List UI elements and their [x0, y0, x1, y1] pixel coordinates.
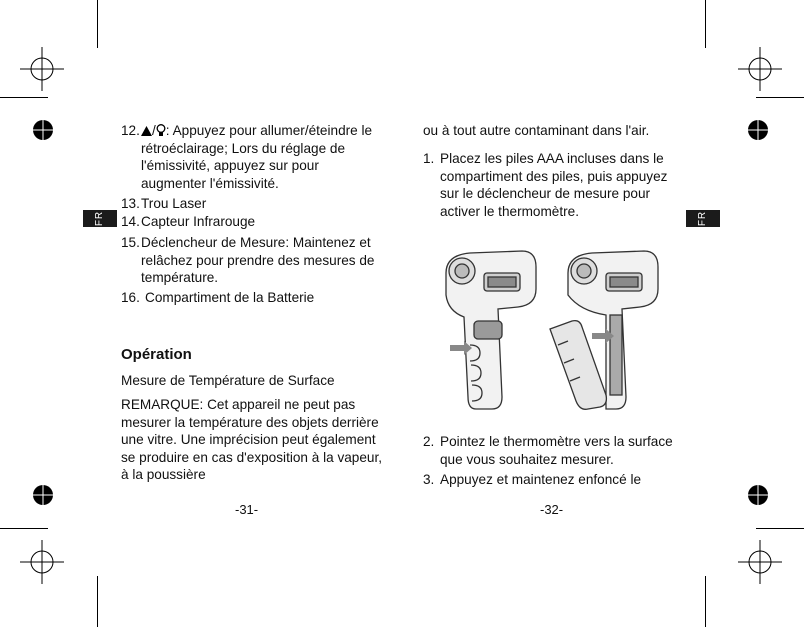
- page-number: -31-: [235, 502, 259, 517]
- step-number: 2.: [423, 434, 435, 449]
- list-item: [423, 433, 685, 468]
- item-text: Capteur Infrarouge: [141, 213, 256, 229]
- crop-mark: [705, 576, 706, 627]
- target-dot-icon: [747, 484, 769, 506]
- list-item: 12. / : Appuyez pour allumer/éteindre le rétroéclairage; Lors du réglage de l'émissivité, appuyez sur pour augmenter l'émissivité.: [121, 123, 373, 191]
- crop-mark: [756, 528, 804, 529]
- registration-mark-icon: [20, 540, 64, 584]
- step-text: Placez les piles AAA incluses dans le compartiment des piles, puis appuyez sur le déclencheur de mesure pour activer le thermomètre.: [440, 151, 668, 219]
- registration-mark-icon: [738, 540, 782, 584]
- list-item: [121, 213, 383, 231]
- target-dot-icon: [32, 484, 54, 506]
- step-list: [423, 150, 685, 220]
- step-number: 3.: [423, 472, 435, 487]
- registration-mark-icon: [20, 47, 64, 91]
- item-text: : Appuyez pour allumer/éteindre le rétroéclairage; Lors du réglage de l'émissivité, appuyez sur pour augmenter l'émissivité.: [141, 123, 373, 191]
- crop-mark: [97, 0, 98, 48]
- item-text: Compartiment de la Batterie: [145, 289, 315, 305]
- item-number: 13.: [121, 196, 140, 211]
- crop-mark: [97, 576, 98, 627]
- list-item: [423, 150, 685, 220]
- subheading: Mesure de Température de Surface: [121, 373, 335, 388]
- step-text: Appuyez et maintenez enfoncé le: [440, 472, 642, 487]
- list-item: [121, 195, 383, 213]
- target-dot-icon: [747, 119, 769, 141]
- step-number: 1.: [423, 151, 435, 166]
- up-triangle-icon: [141, 126, 152, 136]
- crop-mark: [0, 97, 48, 98]
- item-number: 12.: [121, 123, 140, 138]
- continuation-text: ou à tout autre contaminant dans l'air.: [423, 123, 650, 138]
- list-item: [121, 289, 383, 307]
- step-list-continued: [423, 433, 685, 489]
- thermometer-open-battery-icon: [550, 251, 658, 409]
- remark-paragraph: REMARQUE: Cet appareil ne peut pas mesurer la température des objets derrière une vitre. Une imprécision peut également se produire en cas d'exposition à la vapeur, à la poussière: [121, 397, 383, 482]
- language-tab-label: FR: [697, 210, 709, 227]
- thermometer-closed-icon: [446, 251, 536, 409]
- list-item: [121, 234, 383, 287]
- step-text: Pointez le thermomètre vers la surface que vous souhaitez mesurer.: [440, 434, 673, 467]
- section-heading: Opération: [121, 346, 192, 363]
- item-text: Déclencheur de Mesure: Maintenez et relâchez pour prendre des mesures de température.: [141, 235, 375, 285]
- crop-mark: [705, 0, 706, 48]
- crop-mark: [0, 528, 48, 529]
- crop-mark: [756, 97, 804, 98]
- item-number: 15.: [121, 235, 140, 250]
- item-number: 16.: [121, 289, 140, 305]
- item-text: Trou Laser: [141, 196, 207, 211]
- target-dot-icon: [32, 119, 54, 141]
- language-tab-right: [686, 210, 720, 227]
- battery-install-figure: [440, 245, 670, 415]
- language-tab-label: FR: [94, 210, 106, 227]
- list-item: [423, 471, 685, 489]
- language-tab-left: [83, 210, 117, 227]
- page-number: -32-: [540, 502, 564, 517]
- lightbulb-icon: [156, 124, 166, 137]
- left-page-content: [121, 122, 383, 306]
- registration-mark-icon: [738, 47, 782, 91]
- item-number: 14.: [121, 213, 140, 229]
